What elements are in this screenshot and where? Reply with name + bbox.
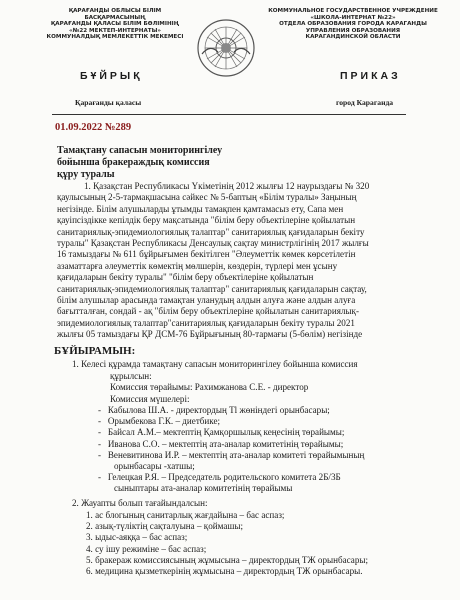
member-item: - Веневитинова И.Р. – мектептің ата-аналар комитеті төрайымының (98, 449, 365, 460)
member-item: - Гелецкая Р.Я. – Председатель родительского комитета 2Б/3Б (98, 472, 341, 483)
members-title: Комиссия мүшелері: (110, 394, 190, 404)
header-right-line: УПРАВЛЕНИЯ ОБРАЗОВАНИЯ (305, 27, 401, 34)
preamble (57, 192, 417, 340)
header-left-line: «№22 МЕКТЕП-ИНТЕРНАТЫ» (68, 27, 161, 34)
member-item: - Иванова С.О. – мектептің ата-аналар комитетінің төрайымы; (98, 438, 344, 449)
order-title-kz: БҰЙРЫҚ (80, 70, 143, 82)
state-emblem (196, 18, 256, 78)
subject-line: құру туралы (57, 169, 115, 180)
header-left (40, 8, 190, 41)
preamble-line: қауіпсіздікке кепілдік беру мақсатында "білім беру объектілеріне қойылатын (57, 215, 356, 226)
preamble-line: 1. Қазақстан Республикасы Үкіметінің 2012 жылғы 12 наурыздағы № 320 (84, 181, 370, 191)
header-left-line: ҚАРАҒАНДЫ ОБЛЫСЫ БІЛІМ (68, 8, 162, 14)
item-1: 1. Келесі құрамда тамақтану сапасын мониторингілеу бойынша комиссия (72, 359, 358, 369)
preamble-line: санитариялық-эпидемиологиялық талаптар" санитариялық қағидаларын сақтау, (57, 283, 367, 294)
preamble-line: бағытталған, сондай - ақ "білім беру объектілеріне қойылатын санитариялық- (57, 306, 359, 317)
duty-item: 2. азық-түліктің сақталуына – қоймашы; (86, 521, 243, 532)
duties-list (86, 510, 436, 577)
subject-line: Тамақтану сапасын мониторингілеу (57, 145, 223, 156)
header-left-line: ҚАРАҒАНДЫ ҚАЛАСЫ БІЛІМ БӨЛІМІНІҢ (50, 21, 180, 28)
header-divider (52, 114, 406, 115)
preamble-line: санитариялық-эпидемиологиялық талаптар" санитариялық қағидаларын бекіту (57, 226, 365, 237)
member-item: - Кабылова Ш.А. - директордың Tl жөніндегі орынбасары; (98, 405, 330, 415)
member-item: - Байсал А.М.– мектептің Қамқоршылық кеңесінің төрайымы; (98, 427, 345, 438)
preamble-line: туралы" Қазақстан Республикасы Денсаулық сақтау министрлігінің 2017 жылғы (57, 238, 369, 249)
preamble-line: қаулысының 2-5-тармақшасына сәйкес № 5-баптың «Білім туралы» Заңының (57, 192, 357, 203)
duty-item: 3. ыдыс-аяққа – бас аспаз; (86, 532, 188, 543)
preamble-first-line (84, 181, 417, 192)
preamble-line: қағидаларын бекіту туралы" "білім беру объектілеріне қойылатын (57, 272, 314, 283)
member-item-cont: сыныптары ата-аналар комитетінің төрайымы (114, 483, 293, 494)
preamble-line: азаматтарға әлеуметтік көмектің мөлшерін, көздерін, түрлері мен ұсыну (57, 260, 338, 271)
member-item: - Орымбекова Г.К. – диетбике; (98, 416, 221, 427)
header-right-line: КАРАГАНДИНСКОЙ ОБЛАСТИ (305, 34, 401, 41)
duty-item: 5. бракераж комиссиясының жұмысына – директордың ТЖ орынбасары; (86, 554, 368, 565)
subject-line: бойынша бракераждық комиссия (57, 157, 210, 168)
commission-chair: Комиссия төрайымы: Рахимжанова С.Е. - директор (110, 382, 309, 392)
header-right (262, 8, 444, 41)
item-1-cont: құрылсын: (110, 371, 152, 381)
duty-item: 4. су ішу режиміне – бас аспаз; (86, 543, 207, 554)
city-kz: Қарағанды қаласы (75, 98, 142, 107)
preamble-line: эпидемиологиялық талаптар"санитариялық қағидаларын бекіту туралы 2021 (57, 317, 355, 328)
subject (57, 145, 222, 181)
order-title-ru: ПРИКАЗ (340, 70, 401, 82)
preamble-line: жылғы 05 тамыздағы ҚР ДСМ-76 Бұйрығының 80-тармағы (5-бөлім) негізінде (57, 329, 363, 340)
header-right-line: КОММУНАЛЬНОЕ ГОСУДАРСТВЕННОЕ УЧРЕЖДЕНИЕ (268, 8, 438, 14)
header-left-line: КОММУНАЛДЫҚ МЕМЛЕКЕТТІК МЕКЕМЕСІ (46, 34, 184, 41)
preamble-line: 16 тамыздағы № 611 бұйрығымен бекітілген "Әлеуметтік көмек көрсетілетін (57, 249, 356, 260)
header-right-line: ОТДЕЛА ОБРАЗОВАНИЯ ГОРОДА КАРАГАНДЫ (279, 21, 427, 28)
item-2: 2. Жауапты болып тағайындалсын: (72, 498, 208, 508)
header-right-line: «ШКОЛА-ИНТЕРНАТ №22» (310, 14, 396, 21)
duty-item: 1. ас блогының санитарлық жағдайына – бас аспаз; (86, 510, 285, 520)
order-word: БҰЙЫРАМЫН: (54, 345, 136, 357)
duty-item: 6. медицина қызметкерінің жұмысына – директордың ТЖ орынбасары. (86, 566, 363, 577)
preamble-line: білім алушылар арасында тамақтан уланудың алдын алуға және алдын алуға (57, 295, 356, 306)
city-ru: город Караганда (336, 98, 394, 107)
date-number: 01.09.2022 №289 (55, 122, 132, 133)
header-left-line: БАСҚАРМАСЫНЫҢ (84, 14, 146, 21)
preamble-line: негізінде. Білім алушыларды ұтымды тамақпен қамтамасыз ету, Сапа мен (57, 203, 344, 214)
member-item-cont: орынбасары -хатшы; (114, 461, 195, 472)
members-list (98, 405, 428, 495)
